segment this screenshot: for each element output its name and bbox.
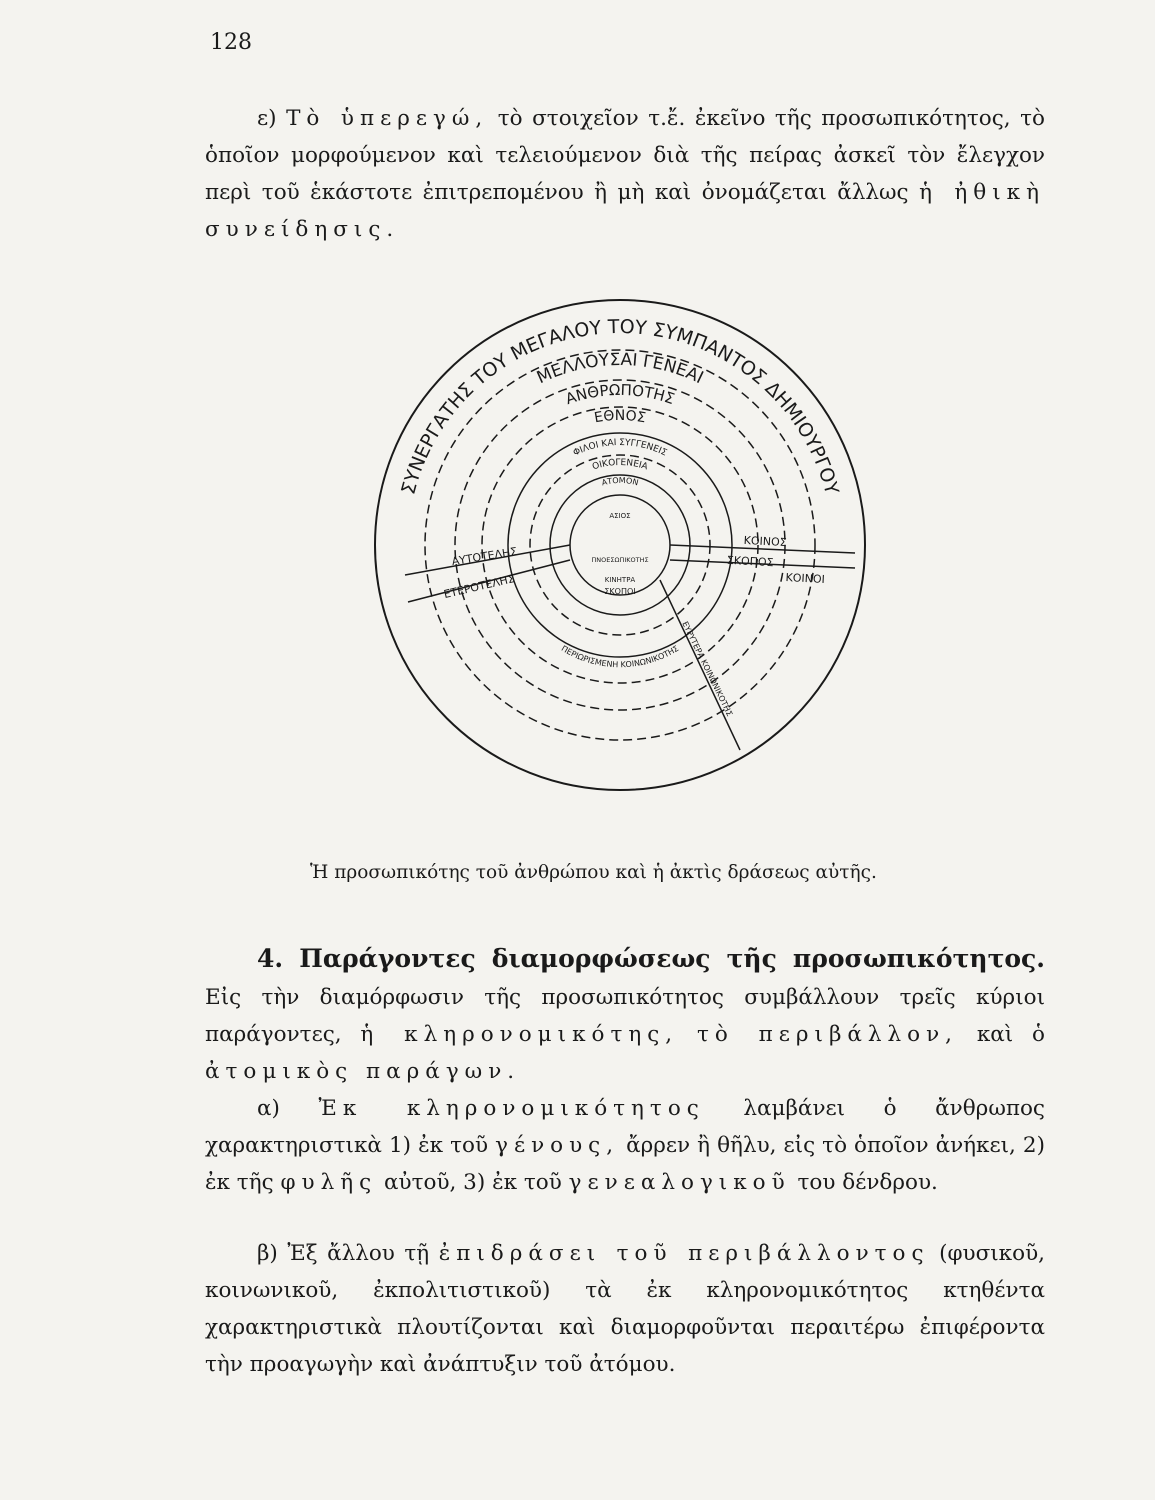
- alpha-text-c: αὐτοῦ, 3) ἐκ τοῦ: [384, 1170, 562, 1195]
- ring-label-1: ΜΕΛΛΟΥΣΑΙ ΓΕΝΕΑΙ: [533, 349, 707, 389]
- intro-term2: ἡ ἠθικὴ συνείδησις.: [205, 180, 1045, 242]
- outer-circle: [375, 300, 865, 790]
- core-label-skopoi: ΣΚΟΠΟΙ: [604, 587, 636, 596]
- section-term-2: τὸ περιβάλλον,: [696, 1022, 958, 1047]
- right-label-1: ΚΟΙΝΟΣ: [743, 533, 787, 550]
- section-text-b: καὶ ὁ: [976, 1022, 1045, 1047]
- beta-text-a: Ἐξ ἄλλου τῇ: [287, 1241, 430, 1266]
- alpha-text-a: λαμβάνει ὁ ἄνθρωπος χαρακτηριστικὰ 1) ἐκ τοῦ: [205, 1096, 1045, 1158]
- section-term-1: ἡ κληρονομικότης,: [360, 1022, 679, 1047]
- alpha-text-d: του δένδρου.: [797, 1170, 938, 1195]
- ring-label-6: ΑΤΟΜΟΝ: [600, 475, 640, 488]
- intro-term: Τὸ ὑπερεγώ,: [286, 106, 489, 131]
- outer-arc-label: ΣΥΝΕΡΓΑΤΗΣ ΤΟΥ ΜΕΓΑΛΟΥ ΤΟΥ ΣΥΜΠΑΝΤΟΣ ΔΗΜΙΟΥΡΓΟΥ: [397, 315, 843, 497]
- left-label-1: ΑΥΤΟΤΕΛΗΣ: [450, 544, 519, 569]
- diagonal-axis-line: [660, 580, 740, 750]
- lower-arc-label: ΠΕΡΙΩΡΙΣΜΕΝΗ ΚΟΙΝΩΝΙΚΟΤΗΣ: [559, 643, 681, 670]
- right-label-2: ΣΚΟΠΟΣ: [726, 553, 774, 570]
- alpha-term: Ἐκ κληρονομικότητος: [318, 1096, 705, 1121]
- ring-label-3: ΕΘΝΟΣ: [593, 408, 647, 427]
- beta-paragraph: [205, 1235, 1045, 1383]
- alpha-term-gen: γενεαλογικοῦ: [568, 1170, 791, 1195]
- intro-text: τὸ στοιχεῖον τ.ἔ. ἐκεῖνο τῆς προσωπικότητος, τὸ ὁποῖον μορφούμενον καὶ τελειούμενον διὰ τῆς πείρας ἀσκεῖ τὸν ἔλεγχον περὶ τοῦ ἑκάστοτε ἐπιτρεπομένου ἢ μὴ καὶ ὀνομάζεται ἄλλως: [205, 106, 1045, 205]
- page-number: 128: [210, 30, 252, 55]
- ring-label-2: ΑΝΘΡΩΠΟΤΗΣ: [563, 380, 677, 409]
- core-label-kinitra: ΚΙΝΗΤΡΑ: [604, 576, 636, 584]
- beta-label: β): [257, 1241, 278, 1266]
- alpha-term-fylis: φυλῆς: [280, 1170, 378, 1195]
- section-text-a: Εἰς τὴν διαμόρφωσιν τῆς προσωπικότητος συμβάλλουν τρεῖς κύριοι παράγοντες,: [205, 985, 1045, 1047]
- ring-label-5: ΟΙΚΟΓΕΝΕΙΑ: [591, 457, 649, 473]
- left-label-2: ΕΤΕΡΟΤΕΛΗΣ: [442, 572, 516, 602]
- right-label-3: ΚΟΙΝΟΙ: [785, 570, 826, 587]
- section-term-3: ἀτομικὸς παράγων.: [205, 1059, 521, 1084]
- intro-label: ε): [257, 106, 277, 131]
- figure-caption: Ἡ προσωπικότης τοῦ ἀνθρώπου καὶ ἡ ἀκτὶς δράσεως αὐτῆς.: [310, 862, 877, 883]
- beta-term: ἐπιδράσει τοῦ περιβάλλοντος: [438, 1241, 930, 1266]
- alpha-paragraph: [205, 1090, 1045, 1201]
- alpha-text-b: ἄρρεν ἢ θῆλυ, εἰς τὸ ὁποῖον ἀνήκει, 2) ἐκ τῆς: [205, 1133, 1045, 1195]
- section-heading: 4. Παράγοντες διαμορφώσεως τῆς προσωπικότητος.: [257, 944, 1045, 973]
- core-label-top: ΑΣΙΟΣ: [609, 512, 631, 520]
- core-label-mid: ΠΝΟΕΣΩΠΙΚΟΤΗΣ: [591, 556, 649, 564]
- beta-text-b: (φυσικοῦ, κοινωνικοῦ, ἐκπολιτιστικοῦ) τὰ ἐκ κληρονομικότητος κτηθέντα χαρακτηριστικὰ πλουτίζονται καὶ διαμορφοῦνται περαιτέρω ἐπιφέροντα τὴν προαγωγὴν καὶ ἀνάπτυξιν τοῦ ἀτόμου.: [205, 1241, 1045, 1377]
- diagonal-label: ΕΥΡΥΤΕΡΑ ΚΟΙΝΩΝΙΚΟΤΗΣ: [680, 620, 735, 718]
- intro-paragraph: [205, 100, 1045, 248]
- section-paragraph: [205, 940, 1045, 1090]
- alpha-term-genos: γένους,: [495, 1133, 620, 1158]
- ring-3: [482, 407, 758, 683]
- ring-label-4: ΦΙΛΟΙ ΚΑΙ ΣΥΓΓΕΝΕΙΣ: [571, 437, 669, 459]
- personality-diagram: [360, 290, 880, 810]
- alpha-label: α): [257, 1096, 280, 1121]
